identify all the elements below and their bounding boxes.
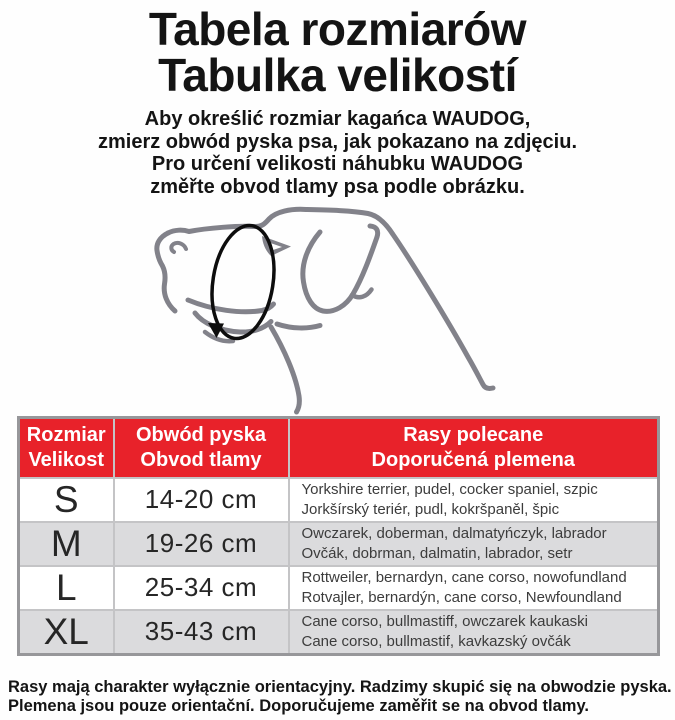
size-table <box>17 416 660 656</box>
page-title-pl: Tabela rozmiarów <box>148 3 527 55</box>
size-label: M <box>19 522 114 566</box>
breeds-cz: Rotvajler, bernardýn, cane corso, Newfoundland <box>301 588 622 606</box>
table-row-s <box>19 478 659 522</box>
table-row-l <box>19 566 659 610</box>
circumference-range: 25-34 cm <box>114 566 289 610</box>
header-size-column <box>19 418 114 478</box>
page-title <box>0 0 675 101</box>
disclaimer <box>8 677 672 717</box>
breeds-pl: Cane corso, bullmastiff, owczarek kaukaski <box>301 612 589 630</box>
size-label: L <box>19 566 114 610</box>
intro-text <box>0 108 675 198</box>
circumference-range: 19-26 cm <box>114 522 289 566</box>
header-breeds-cz: Doporučená plemena <box>371 448 575 471</box>
size-label: S <box>19 478 114 522</box>
header-size-cz: Velikost <box>28 448 105 471</box>
breeds-pl: Owczarek, doberman, dalmatyńczyk, labrador <box>301 524 607 542</box>
header-circumference-pl: Obwód pyska <box>135 424 267 447</box>
table-row-xl <box>19 610 659 655</box>
header-breeds-column <box>289 418 659 478</box>
disclaimer-line-pl: Rasy mają charakter wyłącznie orientacyjny. Radzimy skupić się na obwodzie pyska. <box>8 677 672 696</box>
breeds-cz: Jorkšírský teriér, pudl, kokršpaněl, špic <box>301 500 560 518</box>
intro-line-4: změřte obvod tlamy psa podle obrázku. <box>150 175 525 198</box>
breeds-cz: Cane corso, bullmastif, kavkazský ovčák <box>301 632 571 650</box>
breeds-list <box>289 566 659 610</box>
breeds-pl: Yorkshire terrier, pudel, cocker spaniel, szpic <box>301 480 598 498</box>
page-title-cz: Tabulka velikostí <box>158 49 517 101</box>
dog-muzzle-diagram <box>0 200 675 416</box>
size-label: XL <box>19 610 114 655</box>
circumference-range: 14-20 cm <box>114 478 289 522</box>
intro-line-2: zmierz obwód pyska psa, jak pokazano na zdjęciu. <box>97 130 578 153</box>
breeds-pl: Rottweiler, bernardyn, cane corso, nowofundland <box>301 568 627 586</box>
dog-head-drawing-icon <box>0 200 675 416</box>
table-header-row <box>19 418 659 478</box>
breeds-list <box>289 610 659 655</box>
breeds-list <box>289 478 659 522</box>
disclaimer-line-cz: Plemena jsou pouze orientační. Doporučujeme zaměřit se na obvod tlamy. <box>8 697 589 715</box>
intro-line-1: Aby określić rozmiar kagańca WAUDOG, <box>144 108 531 130</box>
table-row-m <box>19 522 659 566</box>
dog-outline <box>157 209 493 412</box>
circumference-range: 35-43 cm <box>114 610 289 655</box>
intro-line-3: Pro určení velikosti náhubku WAUDOG <box>151 153 524 175</box>
breeds-list <box>289 522 659 566</box>
header-circumference-column <box>114 418 289 478</box>
header-circumference-cz: Obvod tlamy <box>140 448 262 471</box>
header-size-pl: Rozmiar <box>26 424 106 447</box>
breeds-cz: Ovčák, dobrman, dalmatin, labrador, setr <box>301 544 573 562</box>
header-breeds-pl: Rasy polecane <box>403 424 544 447</box>
